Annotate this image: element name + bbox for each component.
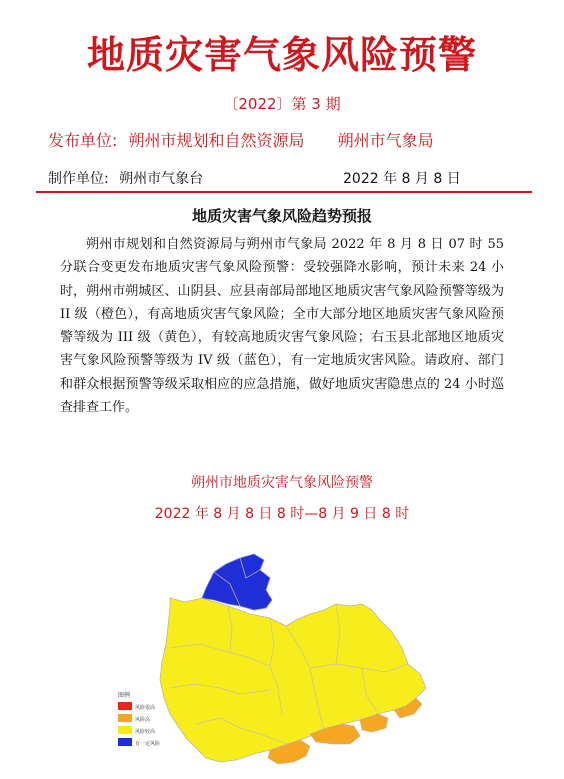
publisher-1: 朔州市规划和自然资源局 xyxy=(128,131,305,150)
map-title: 朔州市地质灾害气象风险预警 xyxy=(191,475,373,491)
section-heading: 地质灾害气象风险趋势预报 xyxy=(191,207,372,225)
legend-swatch-fairly-high xyxy=(118,726,132,734)
legend-swatch-high xyxy=(118,714,132,722)
issue-date: 2022 年 8 月 8 日 xyxy=(343,171,461,187)
publisher-label: 发布单位: xyxy=(48,131,118,150)
publisher-2: 朔州市气象局 xyxy=(337,131,434,150)
publisher-line xyxy=(48,128,440,151)
legend-label: 风险高 xyxy=(135,717,151,723)
maker-label: 制作单位: xyxy=(48,171,109,187)
legend-swatch-some xyxy=(118,738,132,746)
maker-line xyxy=(48,168,478,188)
maker: 朔州市气象台 xyxy=(119,171,204,187)
map-time: 2022 年 8 月 8 日 8 时—8 月 9 日 8 时 xyxy=(154,506,410,522)
issue-number: 〔2022〕第 3 期 xyxy=(223,95,341,113)
legend-swatch-very-high xyxy=(118,702,132,710)
legend-title: 图例 xyxy=(118,693,131,699)
map-region-yellow xyxy=(160,598,426,762)
red-divider xyxy=(36,191,532,193)
legend-label: 风险很高 xyxy=(135,705,156,711)
risk-map xyxy=(110,548,450,770)
legend-label: 有一定风险 xyxy=(135,741,161,747)
section-body: 朔州市规划和自然资源局与朔州市气象局 2022 年 8 月 8 日 07 时 55 分联合变更发布地质灾害气象风险预警：受较强降水影响，预计未来 24 小时，朔州市朔城区、山阴县、应县南部局部地区地质灾害气象风险预警等级为 II 级（橙色），有高地质灾害气象风险；全市大部分地区地质灾害气象风险预警等级为 III 级（黄色），有较高地质灾害气象风险；右玉县北部地区地质灾害气象风险预警等级为 IV 级（蓝色），有一定地质灾害风险。请政府、部门和群众根据预警等级采取相应的应急措施，做好地质灾害隐患点的 24 小时巡查排查工作。 xyxy=(60,237,504,416)
page-title: 地质灾害气象风险预警 xyxy=(86,33,477,77)
legend-label: 风险较高 xyxy=(135,729,156,735)
